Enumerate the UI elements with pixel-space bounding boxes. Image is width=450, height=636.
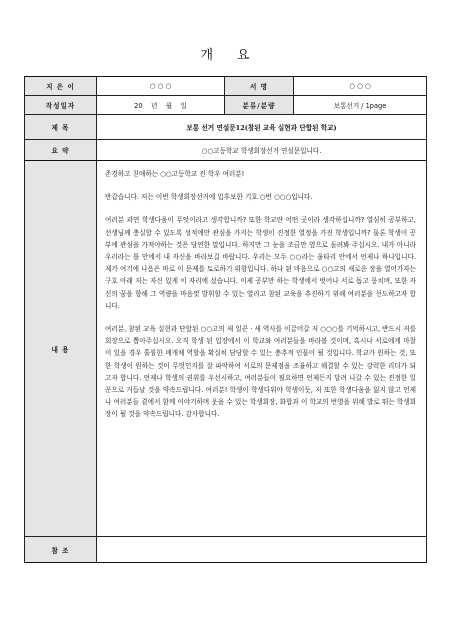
row-content xyxy=(25,161,427,537)
row-summary xyxy=(25,140,427,161)
content-paragraph: 존경하고 친애하는 ○○고등학교 전 학우 여러분! xyxy=(105,170,245,178)
document-form-table xyxy=(24,76,427,563)
row-subject xyxy=(25,115,427,140)
reference-label: 참 조 xyxy=(25,537,97,563)
row-author xyxy=(25,77,427,96)
title-char-1: 개 xyxy=(200,48,213,63)
content-body xyxy=(97,161,427,537)
reference-value xyxy=(97,537,427,563)
content-label: 내 용 xyxy=(25,161,97,537)
summary-label: 요 약 xyxy=(25,140,97,161)
row-reference xyxy=(25,537,427,563)
subject-label: 제 목 xyxy=(25,115,97,140)
category-value: 보통선거 / 1page xyxy=(294,96,427,115)
date-label: 작성일자 xyxy=(25,96,97,115)
content-paragraph: 여러분 과연 학생다움이 무엇이라고 생각합니까? 또한 학교란 어떤 곳이라 생각하십니까? 열심히 공부하고, 선생님께 충실할 수 있도록 성적에만 관심을 가지는 학생이 진정한 열정을 가진 학생입니까? 물론 학생이 공부에 관심을 가져야하는 것은 당연한 말입니다. 하지만 그 눈을 조금만 옆으로 돌려봐 주십시오. 내가 아니라 우리라는 틀 안에서 내 자신을 바라보길 바랍니다. 우리는 모두 ○○라는 울타리 안에서 언제나 하나입니다. 제가 여기에 나옴은 바로 이 문제를 토로하기 위함입니다. 하나 된 마음으로 ○○고의 새로운 장을 열어가자는 구호 아래 저는 자신 있게 이 자리에 섰습니다. 이제 공부만 하는 학생에서 벗어나 서로 돕고 뭉치며, 또한 자신의 꿈을 향해 그 역량을 마음껏 발휘할 수 있는 열리고 참된 교육을 추진하기 위해 여러분을 선도하고자 합니다. xyxy=(105,216,416,310)
title-char-2: 요 xyxy=(237,48,250,63)
content-paragraph: 여러분, 참된 교육 실현과 단합된 ○○고의 새 일꾼 · 새 역사를 이끌어갈 저 ○○○를 기억하시고, 반드시 저를 회장으로 뽑아주십시오. 오직 학생 된 입장에서 이 학교와 여러분들을 바라볼 것이며, 혹시나 서로에게 마찰이 있을 경우 훌륭한 매개체 역할을 확실히 담당할 수 있는 충추적 인물이 될 것입니다. 학교가 원하는 것, 또한 학생이 원하는 것이 무엇인지를 잘 파악하여 서로의 문제점을 조율하고 해결할 수 있는 강력한 리더가 되고자 합니다. 언제나 학생의 권위를 우선시하고, 여러분들이 필요하면 언제든지 달려 나갈 수 있는 진정한 일꾼으로 거듭날 것을 약속드립니다. 여러분! 학생이 학생다워야 학생이듯, 저 또한 학생다움을 잃지 않고 언제나 여러분들 곁에서 함께 이야기하며 웃을 수 있는 학생회장, 화합과 이 학교의 번영을 위해 발로 뛰는 학생회장이 될 것을 약속드립니다. 감사합니다. xyxy=(105,325,416,419)
content-paragraph: 반갑습니다. 저는 이번 학생회장선거에 입후보한 기호 ○번 ○○○입니다. xyxy=(105,193,313,202)
publisher-value: ○ ○ ○ xyxy=(294,77,427,96)
author-value: ○ ○ ○ xyxy=(97,77,225,96)
category-label: 분류/분량 xyxy=(225,96,294,115)
document-title xyxy=(0,44,450,63)
date-value: 20 년 월 일 xyxy=(97,96,225,115)
publisher-label: 서 명 xyxy=(225,77,294,96)
summary-value: ○○고등학교 학생회장선거 연설문입니다. xyxy=(97,140,427,161)
subject-value: 보통 선거 연설문12(참된 교육 실현과 단합된 학교) xyxy=(97,115,427,140)
row-date xyxy=(25,96,427,115)
author-label: 지 은 이 xyxy=(25,77,97,96)
